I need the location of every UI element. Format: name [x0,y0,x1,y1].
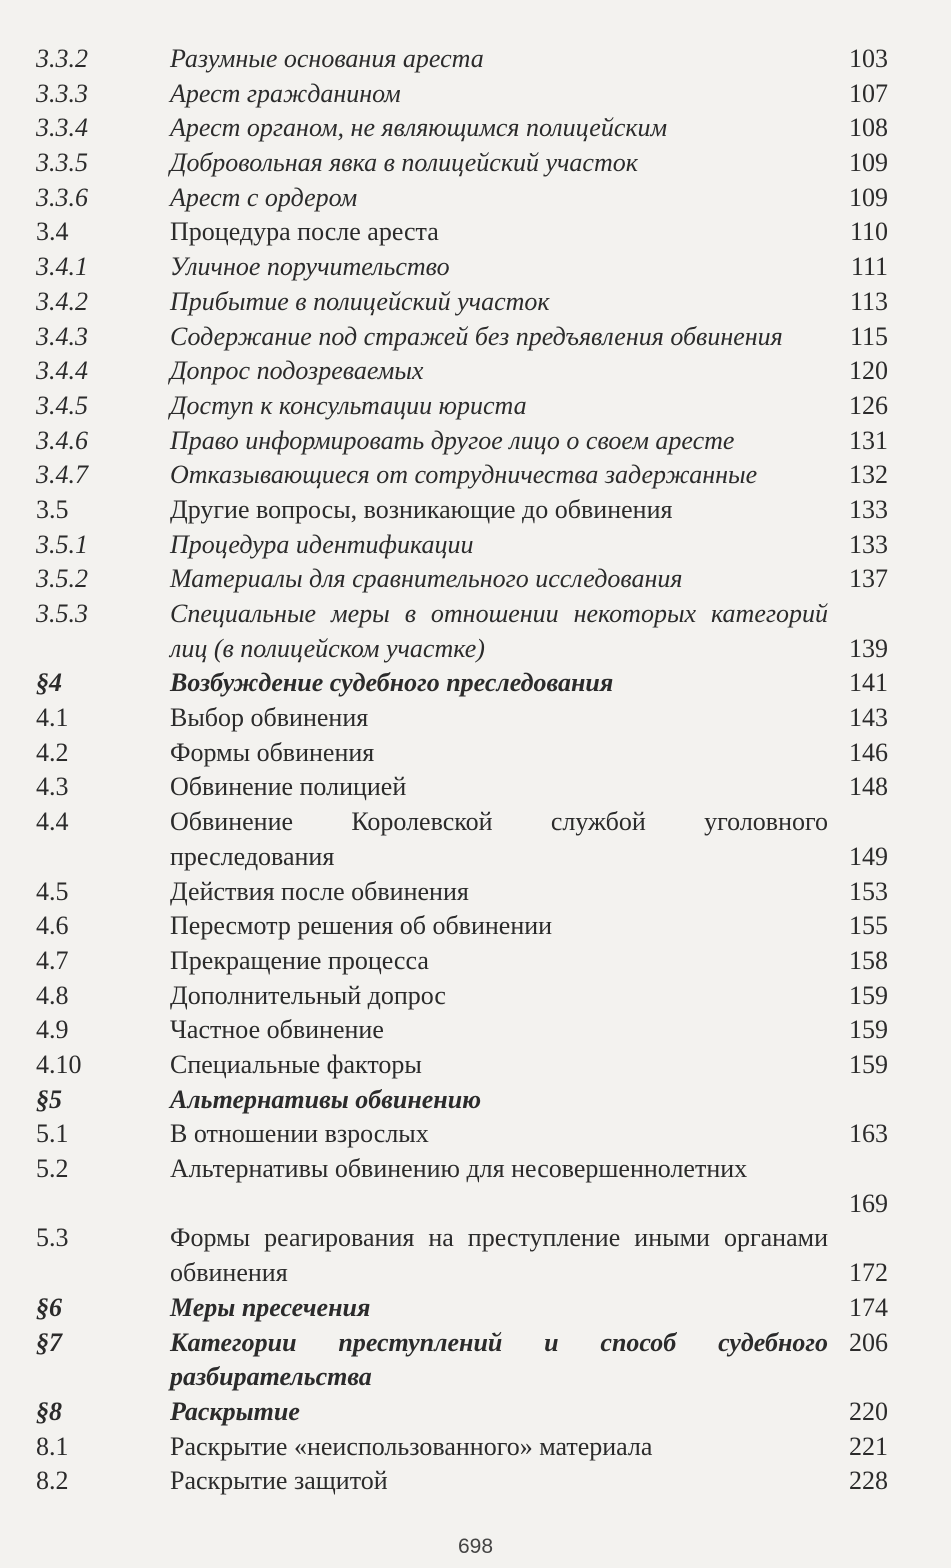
toc-entry-title: Отказывающиеся от сотрудничества задержанные [170,460,758,490]
toc-entry-number: 5.3 [36,1223,69,1253]
toc-entry-page: 109 [849,148,888,178]
toc-entry-title: Содержание под стражей без предъявления обвинения [170,321,783,351]
toc-entry-number: 3.4.6 [36,425,88,455]
toc-entry [0,389,951,424]
toc-entry-number: 3.5.1 [36,529,88,559]
toc-entry-number: 5.2 [36,1154,69,1184]
toc-entry-page: 163 [849,1119,888,1149]
toc-entry-page: 115 [849,321,888,351]
toc-entry-page: 155 [849,911,888,941]
toc-entry-number: 4.3 [36,772,69,802]
toc-entry-number: 3.5 [36,494,69,524]
toc-entry-page: 133 [849,529,888,559]
toc-entry [0,1395,951,1430]
toc-entry-title: Частное обвинение [170,1015,384,1045]
toc-entry-number: 3.3.5 [36,148,88,178]
toc-entry [0,1291,951,1326]
toc-entry [0,1152,951,1221]
toc-entry-title: Специальные меры в отношении некоторых категорий лиц (в полицейском участке) [170,599,828,663]
toc-entry [0,181,951,216]
toc-entry-title: Уличное поручительство [170,252,450,282]
toc-entry-number: 4.7 [36,945,69,975]
toc-entry-page: 139 [849,633,888,663]
toc-entry [0,215,951,250]
toc-entry [0,1430,951,1465]
toc-entry [0,1221,951,1290]
toc-entry [0,146,951,181]
toc-entry-title: Материалы для сравнительного исследования [170,564,683,594]
toc-entry [0,42,951,77]
toc-entry-page: 169 [849,1188,888,1218]
toc-entry-page: 111 [850,252,888,282]
toc-entry [0,1326,951,1395]
toc-entry-title: Арест органом, не являющимся полицейским [170,113,668,143]
toc-entry-page: 221 [849,1431,888,1461]
toc-entry [0,1117,951,1152]
toc-entry [0,701,951,736]
toc-entry [0,1048,951,1083]
toc-entry-page: 131 [849,425,888,455]
toc-entry [0,597,951,666]
toc-entry-page: 133 [849,494,888,524]
toc-entry-page: 159 [849,1049,888,1079]
toc-entry-number: 4.8 [36,980,69,1010]
toc-entry-title: Формы обвинения [170,737,375,767]
toc-entry-number: 3.5.2 [36,564,88,594]
toc-entry-number: 4.2 [36,737,69,767]
toc-entry-title: Процедура идентификации [170,529,474,559]
toc-entry-title: Другие вопросы, возникающие до обвинения [170,494,673,524]
toc-entry [0,77,951,112]
toc-entry-title: Раскрытие «неиспользованного» материала [170,1431,653,1461]
toc-entry-title: Арест гражданином [170,78,401,108]
toc-entry-number: 5.1 [36,1119,69,1149]
toc-entry [0,528,951,563]
toc-entry-title: Обвинение полицией [170,772,407,802]
toc-entry-title: Прибытие в полицейский участок [170,286,550,316]
toc-entry [0,320,951,355]
toc-entry-number: §5 [36,1084,62,1114]
toc-entry-title: Арест с ордером [170,182,358,212]
toc-entry-title: В отношении взрослых [170,1119,429,1149]
toc-entry-title: Добровольная явка в полицейский участок [170,148,638,178]
toc-entry-number: 3.4.5 [36,390,88,420]
toc-entry-title: Прекращение процесса [170,945,429,975]
toc-entry-page: 141 [849,668,888,698]
toc-entry [0,666,951,701]
toc-entry-number: 3.3.6 [36,182,88,212]
toc-entry-page: 120 [849,356,888,386]
toc-entry [0,909,951,944]
toc-entry-page: 132 [849,460,888,490]
toc-entry [0,424,951,459]
toc-entry-number: 4.10 [36,1049,82,1079]
toc-entry-title: Раскрытие [170,1396,300,1426]
toc-entry-title: Альтернативы обвинению для несовершеннолетних [170,1154,748,1184]
toc-entry-title: Пересмотр решения об обвинении [170,911,553,941]
toc-entry [0,736,951,771]
toc-entry-page: 148 [849,772,888,802]
toc-entry-number: §8 [36,1396,62,1426]
toc-entry-title: Формы реагирования на преступление иными органами обвинения [170,1223,828,1288]
toc-entry-page: 149 [849,841,888,871]
toc-entry-number: §7 [36,1327,62,1357]
toc-entry-title: Обвинение Королевской службой уголовного преследования [170,807,828,871]
toc-entry-page: 172 [849,1258,888,1288]
toc-entry-number: 3.4.3 [36,321,88,351]
toc-entry-number: 3.3.3 [36,78,88,108]
toc-entry-number: 3.4 [36,217,69,247]
toc-entry-title: Доступ к консультации юриста [170,390,527,420]
toc-entry-number: 3.3.4 [36,113,88,143]
toc-entry-number: 4.6 [36,911,69,941]
toc-entry-title: Дополнительный допрос [170,980,446,1010]
toc-entry-number: §6 [36,1292,62,1322]
toc-entry-title: Право информировать другое лицо о своем аресте [170,425,735,455]
toc-entry-number: 3.3.2 [36,44,88,73]
toc-entry-number: 3.4.7 [36,460,88,490]
toc-entry [0,285,951,320]
toc-entry-number: 4.9 [36,1015,69,1045]
toc-entry-page: 137 [849,564,888,594]
toc-entry-page: 159 [849,1015,888,1045]
toc-entry-number: 3.4.1 [36,252,88,282]
toc-entry-page: 126 [849,390,888,420]
toc-entry-number: 4.4 [36,807,69,837]
toc-entry-title: Допрос подозреваемых [170,356,424,386]
toc-entry-title: Действия после обвинения [170,876,469,906]
toc-entry-page: 113 [849,286,888,316]
toc-entry-page: 159 [849,980,888,1010]
toc-entry-title: Раскрытие защитой [170,1466,388,1496]
toc-entry [0,805,951,874]
toc-entry-page: 143 [849,703,888,733]
toc-entry [0,1013,951,1048]
toc-entry-title: Процедура после ареста [170,217,439,247]
toc-entry-page: 103 [849,44,888,73]
toc-entry-page: 153 [849,876,888,906]
toc-entry-page: 107 [849,78,888,108]
toc-entry-title: Выбор обвинения [170,703,369,733]
toc-entry-title: Меры пресечения [170,1292,371,1322]
toc-entry-number: 3.4.4 [36,356,88,386]
toc-entry-number: 3.4.2 [36,286,88,316]
toc-entry [0,354,951,389]
toc-entry-title: Разумные основания ареста [170,44,484,73]
toc-entry-page: 146 [849,737,888,767]
toc-entry-title: Специальные факторы [170,1049,422,1079]
toc-entry [0,458,951,493]
toc-entry [0,875,951,910]
toc-entry-page: 220 [849,1396,888,1426]
table-of-contents [0,42,951,1499]
toc-entry [0,770,951,805]
toc-entry [0,250,951,285]
toc-entry [0,562,951,597]
toc-entry-page: 228 [849,1466,888,1496]
toc-entry-title: Категории преступлений и способ судебного разбирательства [170,1327,828,1392]
page-number: 698 [457,1535,494,1558]
toc-entry [0,1464,951,1499]
toc-entry [0,111,951,146]
toc-entry-page: 174 [849,1292,888,1322]
toc-entry-number: 3.5.3 [36,599,88,628]
toc-entry-number: 4.5 [36,876,69,906]
toc-entry-number: §4 [36,668,62,698]
toc-entry-page: 158 [849,945,888,975]
toc-entry [0,1083,951,1118]
toc-entry [0,944,951,979]
toc-entry-number: 8.2 [36,1466,69,1496]
toc-entry-number: 8.1 [36,1431,69,1461]
toc-entry-title: Возбуждение судебного преследования [170,668,614,698]
toc-entry [0,979,951,1014]
toc-entry-page: 110 [849,217,888,247]
toc-entry-number: 4.1 [36,703,69,733]
toc-entry-page: 109 [849,182,888,212]
toc-entry-page: 108 [849,113,888,143]
toc-entry-page: 206 [849,1327,888,1357]
toc-entry [0,493,951,528]
toc-entry-title: Альтернативы обвинению [170,1084,482,1114]
